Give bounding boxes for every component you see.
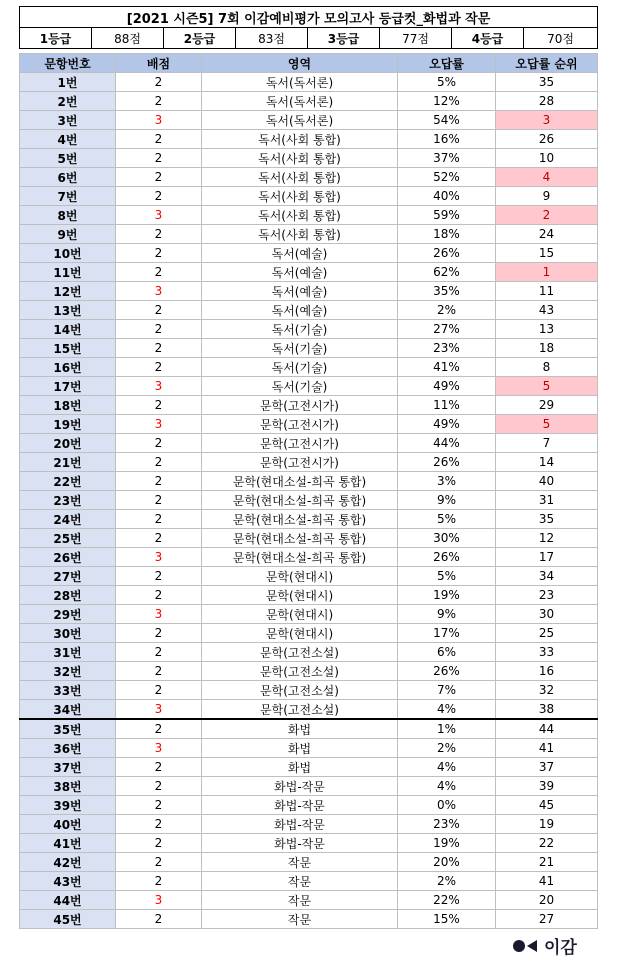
question-number: 20번: [20, 434, 116, 453]
error-rate-cell: 9%: [398, 491, 496, 510]
points-cell: 2: [116, 472, 202, 491]
error-rank-cell: 39: [496, 777, 598, 796]
grade-1-score: 88점: [92, 28, 164, 49]
error-rank-cell: 30: [496, 605, 598, 624]
area-cell: 작문: [202, 910, 398, 929]
area-cell: 화법: [202, 758, 398, 777]
area-cell: 독서(독서론): [202, 92, 398, 111]
area-cell: 문학(현대시): [202, 567, 398, 586]
error-rate-cell: 9%: [398, 605, 496, 624]
error-rate-cell: 1%: [398, 719, 496, 739]
error-rank-cell: 27: [496, 910, 598, 929]
area-cell: 문학(현대시): [202, 586, 398, 605]
error-rate-cell: 17%: [398, 624, 496, 643]
question-number: 38번: [20, 777, 116, 796]
question-number: 21번: [20, 453, 116, 472]
error-rate-cell: 4%: [398, 777, 496, 796]
area-cell: 문학(현대소설-희곡 통합): [202, 472, 398, 491]
grade-3-label: 3등급: [308, 28, 380, 49]
error-rank-cell: 22: [496, 834, 598, 853]
table-row: [20, 415, 598, 434]
igam-logo: [513, 933, 577, 958]
table-row: [20, 567, 598, 586]
area-cell: 독서(사회 통합): [202, 187, 398, 206]
table-row: [20, 491, 598, 510]
error-rank-cell: 3: [496, 111, 598, 130]
error-rate-cell: 16%: [398, 130, 496, 149]
error-rate-cell: 5%: [398, 73, 496, 92]
sheet: [19, 6, 597, 929]
error-rate-cell: 15%: [398, 910, 496, 929]
area-cell: 작문: [202, 891, 398, 910]
error-rank-cell: 16: [496, 662, 598, 681]
error-rank-cell: 4: [496, 168, 598, 187]
question-number: 44번: [20, 891, 116, 910]
area-cell: 문학(고전소설): [202, 662, 398, 681]
error-rank-cell: 35: [496, 73, 598, 92]
points-cell: 2: [116, 187, 202, 206]
error-rank-cell: 13: [496, 320, 598, 339]
header-error-rank: 오답률 순위: [496, 54, 598, 73]
question-number: 41번: [20, 834, 116, 853]
table-row: [20, 510, 598, 529]
error-rate-cell: 2%: [398, 301, 496, 320]
error-rank-cell: 34: [496, 567, 598, 586]
error-rate-cell: 41%: [398, 358, 496, 377]
error-rank-cell: 28: [496, 92, 598, 111]
points-cell: 2: [116, 396, 202, 415]
area-cell: 문학(고전시가): [202, 453, 398, 472]
question-number: 27번: [20, 567, 116, 586]
area-cell: 문학(현대소설-희곡 통합): [202, 529, 398, 548]
question-number: 40번: [20, 815, 116, 834]
question-number: 19번: [20, 415, 116, 434]
question-number: 42번: [20, 853, 116, 872]
logo-triangle-icon: [527, 940, 537, 952]
table-row: [20, 681, 598, 700]
area-cell: 독서(독서론): [202, 73, 398, 92]
points-cell: 2: [116, 453, 202, 472]
table-header-row: [20, 54, 598, 73]
error-rank-cell: 38: [496, 700, 598, 720]
question-number: 25번: [20, 529, 116, 548]
error-rank-cell: 5: [496, 377, 598, 396]
area-cell: 독서(기술): [202, 377, 398, 396]
area-cell: 문학(현대소설-희곡 통합): [202, 491, 398, 510]
header-error-rate: 오답률: [398, 54, 496, 73]
table-row: [20, 320, 598, 339]
area-cell: 화법-작문: [202, 777, 398, 796]
question-number: 45번: [20, 910, 116, 929]
error-rate-cell: 37%: [398, 149, 496, 168]
points-cell: 2: [116, 130, 202, 149]
points-cell: 2: [116, 320, 202, 339]
question-number: 2번: [20, 92, 116, 111]
area-cell: 화법-작문: [202, 796, 398, 815]
table-row: [20, 834, 598, 853]
error-rank-cell: 45: [496, 796, 598, 815]
error-rank-cell: 17: [496, 548, 598, 567]
error-rank-cell: 10: [496, 149, 598, 168]
area-cell: 문학(현대소설-희곡 통합): [202, 548, 398, 567]
error-rate-cell: 19%: [398, 834, 496, 853]
area-cell: 독서(사회 통합): [202, 225, 398, 244]
header-points: 배점: [116, 54, 202, 73]
points-cell: 2: [116, 758, 202, 777]
points-cell: 2: [116, 777, 202, 796]
points-cell: 2: [116, 529, 202, 548]
error-rank-cell: 35: [496, 510, 598, 529]
error-rank-cell: 18: [496, 339, 598, 358]
points-cell: 2: [116, 339, 202, 358]
points-cell: 3: [116, 700, 202, 720]
question-number: 43번: [20, 872, 116, 891]
error-rate-cell: 54%: [398, 111, 496, 130]
table-row: [20, 377, 598, 396]
question-number: 32번: [20, 662, 116, 681]
question-number: 29번: [20, 605, 116, 624]
error-rank-cell: 41: [496, 872, 598, 891]
question-number: 10번: [20, 244, 116, 263]
error-rate-cell: 59%: [398, 206, 496, 225]
points-cell: 2: [116, 244, 202, 263]
error-rank-cell: 11: [496, 282, 598, 301]
error-rate-cell: 40%: [398, 187, 496, 206]
table-row: [20, 872, 598, 891]
question-number: 1번: [20, 73, 116, 92]
table-row: [20, 739, 598, 758]
question-number: 11번: [20, 263, 116, 282]
area-cell: 문학(현대소설-희곡 통합): [202, 510, 398, 529]
error-rank-cell: 14: [496, 453, 598, 472]
table-row: [20, 700, 598, 720]
points-cell: 3: [116, 739, 202, 758]
error-rate-cell: 49%: [398, 415, 496, 434]
area-cell: 독서(사회 통합): [202, 149, 398, 168]
points-cell: 2: [116, 92, 202, 111]
table-row: [20, 586, 598, 605]
logo-circle-icon: [513, 940, 525, 952]
error-rate-cell: 44%: [398, 434, 496, 453]
points-cell: 2: [116, 149, 202, 168]
table-row: [20, 434, 598, 453]
error-rate-cell: 6%: [398, 643, 496, 662]
error-rate-cell: 18%: [398, 225, 496, 244]
error-rank-cell: 33: [496, 643, 598, 662]
question-number: 30번: [20, 624, 116, 643]
error-rate-cell: 2%: [398, 872, 496, 891]
error-rate-cell: 35%: [398, 282, 496, 301]
grade-1-label: 1등급: [20, 28, 92, 49]
question-number: 22번: [20, 472, 116, 491]
table-row: [20, 796, 598, 815]
question-number: 12번: [20, 282, 116, 301]
table-row: [20, 130, 598, 149]
error-rate-cell: 7%: [398, 681, 496, 700]
area-cell: 독서(사회 통합): [202, 130, 398, 149]
question-number: 37번: [20, 758, 116, 777]
area-cell: 화법: [202, 719, 398, 739]
error-rate-cell: 23%: [398, 815, 496, 834]
table-row: [20, 206, 598, 225]
error-rate-cell: 26%: [398, 244, 496, 263]
error-rate-cell: 26%: [398, 453, 496, 472]
title-table: [19, 6, 598, 49]
error-rank-cell: 20: [496, 891, 598, 910]
question-number: 33번: [20, 681, 116, 700]
error-rank-cell: 23: [496, 586, 598, 605]
area-cell: 작문: [202, 853, 398, 872]
area-cell: 화법-작문: [202, 815, 398, 834]
table-row: [20, 111, 598, 130]
question-number: 4번: [20, 130, 116, 149]
grade-2-score: 83점: [236, 28, 308, 49]
question-number: 15번: [20, 339, 116, 358]
question-number: 35번: [20, 719, 116, 739]
points-cell: 2: [116, 643, 202, 662]
error-rate-cell: 23%: [398, 339, 496, 358]
question-number: 18번: [20, 396, 116, 415]
area-cell: 문학(고전소설): [202, 681, 398, 700]
points-cell: 3: [116, 605, 202, 624]
table-row: [20, 453, 598, 472]
error-rank-cell: 37: [496, 758, 598, 777]
error-rank-cell: 7: [496, 434, 598, 453]
table-row: [20, 92, 598, 111]
error-rate-cell: 27%: [398, 320, 496, 339]
error-rank-cell: 9: [496, 187, 598, 206]
question-number: 8번: [20, 206, 116, 225]
table-row: [20, 529, 598, 548]
question-number: 14번: [20, 320, 116, 339]
points-cell: 2: [116, 225, 202, 244]
error-rank-cell: 25: [496, 624, 598, 643]
question-number: 13번: [20, 301, 116, 320]
error-rank-cell: 29: [496, 396, 598, 415]
table-row: [20, 643, 598, 662]
logo-text: 이감: [544, 938, 577, 958]
error-rank-cell: 40: [496, 472, 598, 491]
table-row: [20, 282, 598, 301]
error-rate-cell: 2%: [398, 739, 496, 758]
points-cell: 2: [116, 910, 202, 929]
error-rate-cell: 22%: [398, 891, 496, 910]
error-rank-cell: 32: [496, 681, 598, 700]
points-cell: 2: [116, 586, 202, 605]
error-rank-cell: 21: [496, 853, 598, 872]
error-rate-cell: 20%: [398, 853, 496, 872]
question-number: 16번: [20, 358, 116, 377]
points-cell: 3: [116, 282, 202, 301]
grade-cut-row: [20, 28, 598, 49]
points-cell: 2: [116, 662, 202, 681]
area-cell: 독서(예술): [202, 301, 398, 320]
area-cell: 독서(기술): [202, 339, 398, 358]
error-rate-cell: 30%: [398, 529, 496, 548]
error-rank-cell: 24: [496, 225, 598, 244]
error-rate-cell: 5%: [398, 510, 496, 529]
error-rate-cell: 0%: [398, 796, 496, 815]
table-row: [20, 244, 598, 263]
area-cell: 작문: [202, 872, 398, 891]
grade-4-score: 70점: [524, 28, 598, 49]
table-row: [20, 853, 598, 872]
area-cell: 문학(고전시가): [202, 396, 398, 415]
grade-2-label: 2등급: [164, 28, 236, 49]
area-cell: 독서(사회 통합): [202, 206, 398, 225]
points-cell: 3: [116, 891, 202, 910]
header-area: 영역: [202, 54, 398, 73]
area-cell: 독서(예술): [202, 282, 398, 301]
points-cell: 2: [116, 681, 202, 700]
points-cell: 2: [116, 73, 202, 92]
error-rate-cell: 62%: [398, 263, 496, 282]
grade-4-label: 4등급: [452, 28, 524, 49]
table-row: [20, 910, 598, 929]
table-row: [20, 758, 598, 777]
question-number: 17번: [20, 377, 116, 396]
table-row: [20, 396, 598, 415]
error-rate-cell: 3%: [398, 472, 496, 491]
table-row: [20, 472, 598, 491]
points-cell: 2: [116, 263, 202, 282]
points-cell: 3: [116, 111, 202, 130]
question-number: 28번: [20, 586, 116, 605]
question-number: 34번: [20, 700, 116, 720]
area-cell: 독서(예술): [202, 263, 398, 282]
error-rate-cell: 26%: [398, 662, 496, 681]
area-cell: 독서(독서론): [202, 111, 398, 130]
points-cell: 2: [116, 796, 202, 815]
error-rate-cell: 4%: [398, 700, 496, 720]
area-cell: 문학(현대시): [202, 624, 398, 643]
table-row: [20, 73, 598, 92]
table-row: [20, 777, 598, 796]
header-number: 문항번호: [20, 54, 116, 73]
area-cell: 독서(기술): [202, 320, 398, 339]
area-cell: 문학(고전시가): [202, 434, 398, 453]
table-row: [20, 719, 598, 739]
points-cell: 2: [116, 624, 202, 643]
error-rank-cell: 26: [496, 130, 598, 149]
area-cell: 문학(현대시): [202, 605, 398, 624]
area-cell: 화법: [202, 739, 398, 758]
table-row: [20, 225, 598, 244]
points-cell: 2: [116, 358, 202, 377]
grade-3-score: 77점: [380, 28, 452, 49]
points-cell: 3: [116, 415, 202, 434]
question-number: 26번: [20, 548, 116, 567]
points-cell: 2: [116, 719, 202, 739]
error-rate-cell: 52%: [398, 168, 496, 187]
points-cell: 2: [116, 567, 202, 586]
points-cell: 2: [116, 434, 202, 453]
table-row: [20, 358, 598, 377]
table-row: [20, 548, 598, 567]
area-cell: 독서(기술): [202, 358, 398, 377]
points-cell: 2: [116, 834, 202, 853]
error-rate-cell: 19%: [398, 586, 496, 605]
question-number: 39번: [20, 796, 116, 815]
error-rank-cell: 19: [496, 815, 598, 834]
question-number: 7번: [20, 187, 116, 206]
error-rank-cell: 5: [496, 415, 598, 434]
table-row: [20, 301, 598, 320]
error-rate-cell: 49%: [398, 377, 496, 396]
table-row: [20, 815, 598, 834]
points-cell: 3: [116, 206, 202, 225]
error-rank-cell: 41: [496, 739, 598, 758]
points-cell: 2: [116, 491, 202, 510]
error-rank-cell: 1: [496, 263, 598, 282]
error-rate-cell: 12%: [398, 92, 496, 111]
error-rank-cell: 44: [496, 719, 598, 739]
error-rank-cell: 8: [496, 358, 598, 377]
error-rate-cell: 5%: [398, 567, 496, 586]
table-row: [20, 168, 598, 187]
points-cell: 2: [116, 301, 202, 320]
table-row: [20, 662, 598, 681]
error-rank-cell: 12: [496, 529, 598, 548]
table-row: [20, 263, 598, 282]
points-cell: 2: [116, 510, 202, 529]
table-row: [20, 624, 598, 643]
points-cell: 2: [116, 168, 202, 187]
table-row: [20, 605, 598, 624]
table-row: [20, 339, 598, 358]
points-cell: 3: [116, 377, 202, 396]
error-rate-cell: 26%: [398, 548, 496, 567]
question-number: 36번: [20, 739, 116, 758]
points-cell: 2: [116, 872, 202, 891]
table-row: [20, 187, 598, 206]
question-number: 24번: [20, 510, 116, 529]
question-number: 6번: [20, 168, 116, 187]
area-cell: 독서(사회 통합): [202, 168, 398, 187]
error-rank-cell: 15: [496, 244, 598, 263]
page-title: [2021 시즌5] 7회 이감예비평가 모의고사 등급컷_화법과 작문: [20, 7, 598, 28]
question-number: 5번: [20, 149, 116, 168]
area-cell: 독서(예술): [202, 244, 398, 263]
question-number: 3번: [20, 111, 116, 130]
error-rate-cell: 4%: [398, 758, 496, 777]
question-number: 9번: [20, 225, 116, 244]
table-row: [20, 891, 598, 910]
area-cell: 문학(고전소설): [202, 700, 398, 720]
error-rank-cell: 43: [496, 301, 598, 320]
question-number: 23번: [20, 491, 116, 510]
area-cell: 화법-작문: [202, 834, 398, 853]
error-rank-cell: 2: [496, 206, 598, 225]
points-cell: 2: [116, 815, 202, 834]
question-table: [19, 53, 598, 929]
points-cell: 3: [116, 548, 202, 567]
question-number: 31번: [20, 643, 116, 662]
area-cell: 문학(고전시가): [202, 415, 398, 434]
error-rank-cell: 31: [496, 491, 598, 510]
error-rate-cell: 11%: [398, 396, 496, 415]
points-cell: 2: [116, 853, 202, 872]
area-cell: 문학(고전소설): [202, 643, 398, 662]
table-row: [20, 149, 598, 168]
